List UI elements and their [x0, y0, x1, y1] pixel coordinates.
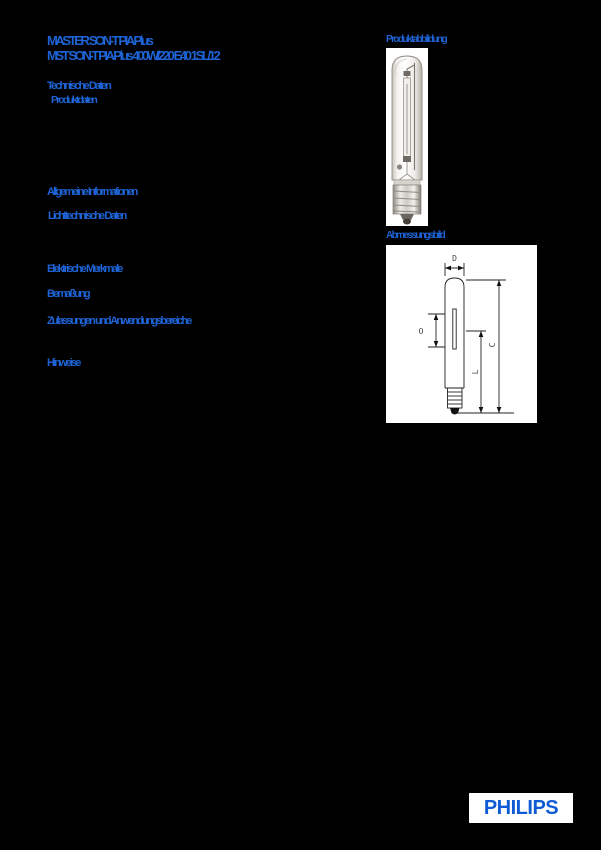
dimension-label-l: L: [471, 369, 480, 375]
heading-light-technical: Lichttechnische Daten: [48, 210, 126, 222]
page-title-line1: MASTER SON-T PIA Plus: [47, 33, 152, 48]
photo-caption: Produktabbildung: [386, 34, 446, 45]
heading-general-information: Allgemeine Informationen: [47, 186, 137, 198]
dimension-label-o: O: [418, 327, 424, 336]
philips-wordmark: PHILIPS: [483, 796, 559, 819]
heading-notes: Hinweise: [47, 357, 80, 369]
dimension-drawing: [386, 245, 537, 423]
heading-approval-application: Zulassungen und Anwendungsbereiche: [47, 315, 191, 327]
product-photo-image: [386, 48, 428, 226]
section-technical-data: Technische Daten: [47, 80, 110, 92]
page-title-line2: MST SON-T PIA Plus 400W/220 E40 1SL/12: [47, 48, 219, 63]
heading-electrical: Elektrische Merkmale: [47, 263, 122, 275]
product-photo: [386, 48, 428, 226]
philips-logo: [469, 793, 573, 823]
section-product-data: Produktdaten: [51, 94, 96, 106]
dimension-label-c: C: [488, 342, 497, 348]
heading-dimensions: Bemaßung: [47, 288, 89, 300]
drawing-caption: Abmessungsbild: [386, 230, 445, 241]
dimension-label-d: D: [452, 254, 457, 263]
dimension-drawing-image: [386, 245, 537, 423]
